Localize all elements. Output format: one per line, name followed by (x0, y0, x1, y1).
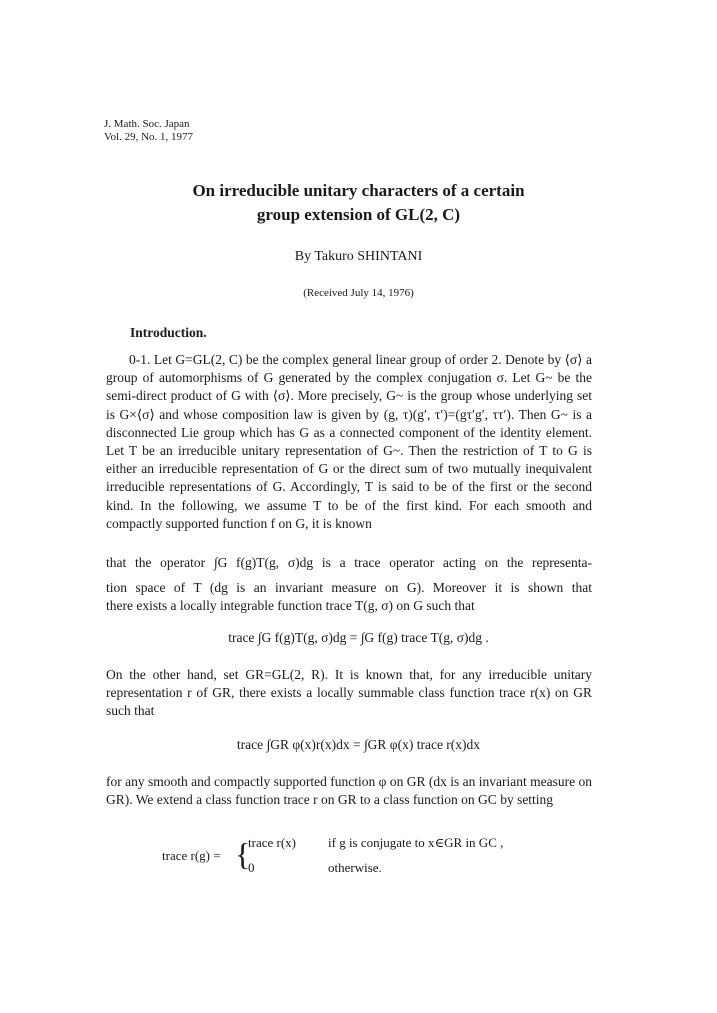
paragraph-line-exists: there exists a locally integrable function trace T(g, σ) on G such that (106, 598, 475, 613)
journal-volume: Vol. 29, No. 1, 1977 (104, 131, 194, 143)
paper-title-line2: group extension of GL(2, C) (256, 205, 461, 224)
equation-trace-real: trace ∫GR φ(x)r(x)dx = ∫GR φ(x) trace r(x)dx (236, 737, 481, 752)
author-line: By Takuro SHINTANI (294, 249, 423, 264)
paragraph-extension: for any smooth and compactly supported function φ on GR (dx is an invariant measure on GR). We extend a class function trace r on GR to a class function on GC by setting (106, 774, 592, 808)
paragraph-intro: 0-1. Let G=GL(2, C) be the complex general linear group of order 2. Denote by ⟨σ⟩ a group of automorphisms of G generated by the complex conjugation σ. Let G~ be the semi-direct product of G with ⟨σ⟩. More precisely, G~ is the group whose underlying set is G×⟨σ⟩ and whose composition law is given by (g, τ)(g′, τ′)=(gτ′g′, ττ′). Then G~ is a disconnected Lie group which has G as a connected component of the identity element. Let T be an irreducible unitary representation of G~. Then the restriction of T to G is either an irreducible representation of G or the direct sum of two mutually inequivalent irreducible representations of G. Accordingly, T is said to be of the first or the second kind. In the following, we assume T to be of the first kind. For each smooth and compactly supported function f on G, it is known (106, 352, 592, 531)
section-heading: Introduction. (130, 325, 207, 340)
journal-citation (104, 118, 193, 144)
paper-title-line1: On irreducible unitary characters of a certain (192, 181, 525, 200)
case2-condition: otherwise. (328, 860, 382, 875)
paragraph-real-group: On the other hand, set GR=GL(2, R). It is known that, for any irreducible unitary representation r of GR, there exists a locally summable class function trace r(x) on GR such that (106, 667, 592, 719)
equation-trace-integral: trace ∫G f(g)T(g, σ)dg = ∫G f(g) trace T(g, σ)dg . (228, 630, 489, 645)
paragraph-line-operator: that the operator ∫G f(g)T(g, σ)dg is a trace operator acting on the representa- (106, 555, 592, 570)
received-date: (Received July 14, 1976) (303, 287, 414, 299)
left-brace: { (235, 836, 251, 872)
case2-value: 0 (248, 860, 255, 875)
journal-name: J. Math. Soc. Japan (104, 118, 190, 130)
case1-condition: if g is conjugate to x∈GR in GC , (328, 835, 504, 850)
paragraph-line-space: tion space of T (dg is an invariant measure on G). Moreover it is shown that (106, 580, 592, 595)
case1-value: trace r(x) (248, 835, 296, 850)
piecewise-lhs: trace r(g) = (162, 848, 221, 863)
